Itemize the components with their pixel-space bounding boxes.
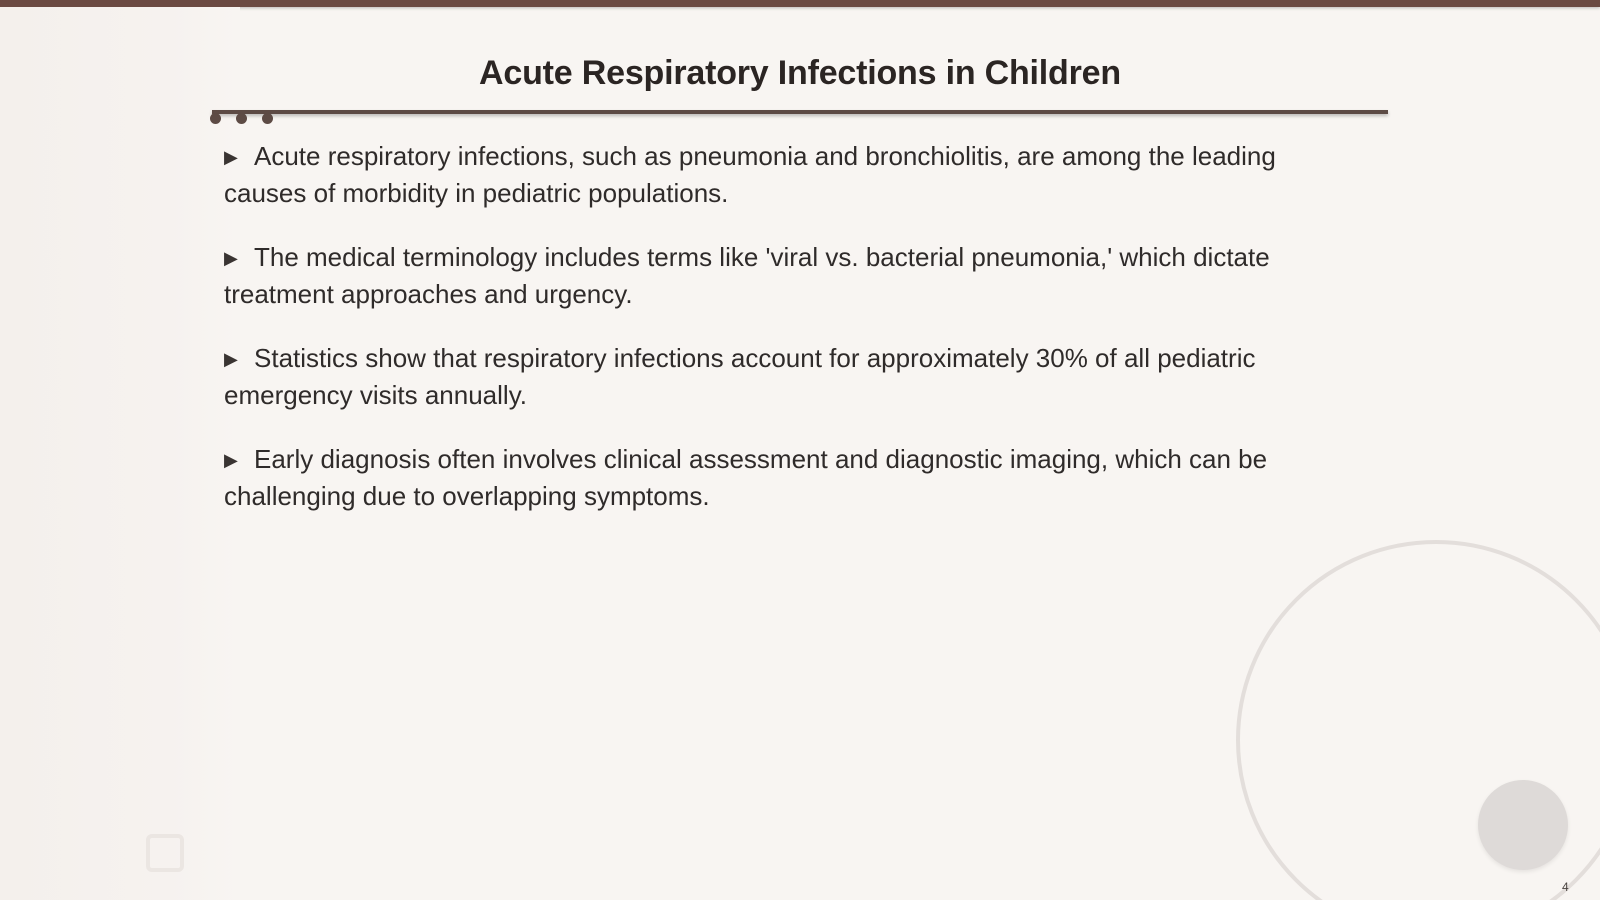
triangle-bullet-icon: ▶ <box>224 248 238 268</box>
bullet-text: Statistics show that respiratory infections account for approximately 30% of all pediatric emergency visits annually. <box>224 343 1256 410</box>
title-underline-dot <box>262 113 273 124</box>
bullet-text: Acute respiratory infections, such as pneumonia and bronchiolitis, are among the leading causes of morbidity in pediatric populations. <box>224 141 1276 208</box>
bullet-text: Early diagnosis often involves clinical assessment and diagnostic imaging, which can be challenging due to overlapping symptoms. <box>224 444 1268 511</box>
triangle-bullet-icon: ▶ <box>224 349 238 369</box>
title-underline-dot <box>210 113 221 124</box>
title-underline-dot <box>236 113 247 124</box>
slide-title: Acute Respiratory Infections in Children <box>479 54 1121 92</box>
bullet-item <box>224 441 1344 514</box>
decorative-dot <box>1478 780 1568 870</box>
bullet-item <box>224 239 1344 312</box>
left-background-band <box>0 7 240 900</box>
decorative-square <box>146 834 184 872</box>
bullet-text: The medical terminology includes terms like 'viral vs. bacterial pneumonia,' which dictate treatment approaches and urgency. <box>224 242 1270 309</box>
triangle-bullet-icon: ▶ <box>224 450 238 470</box>
bullet-list <box>224 138 1344 542</box>
title-underline <box>212 110 1388 114</box>
top-accent-bar <box>0 0 1600 7</box>
bullet-item <box>224 340 1344 413</box>
triangle-bullet-icon: ▶ <box>224 147 238 167</box>
bullet-item <box>224 138 1344 211</box>
page-number: 4 <box>1562 880 1569 894</box>
